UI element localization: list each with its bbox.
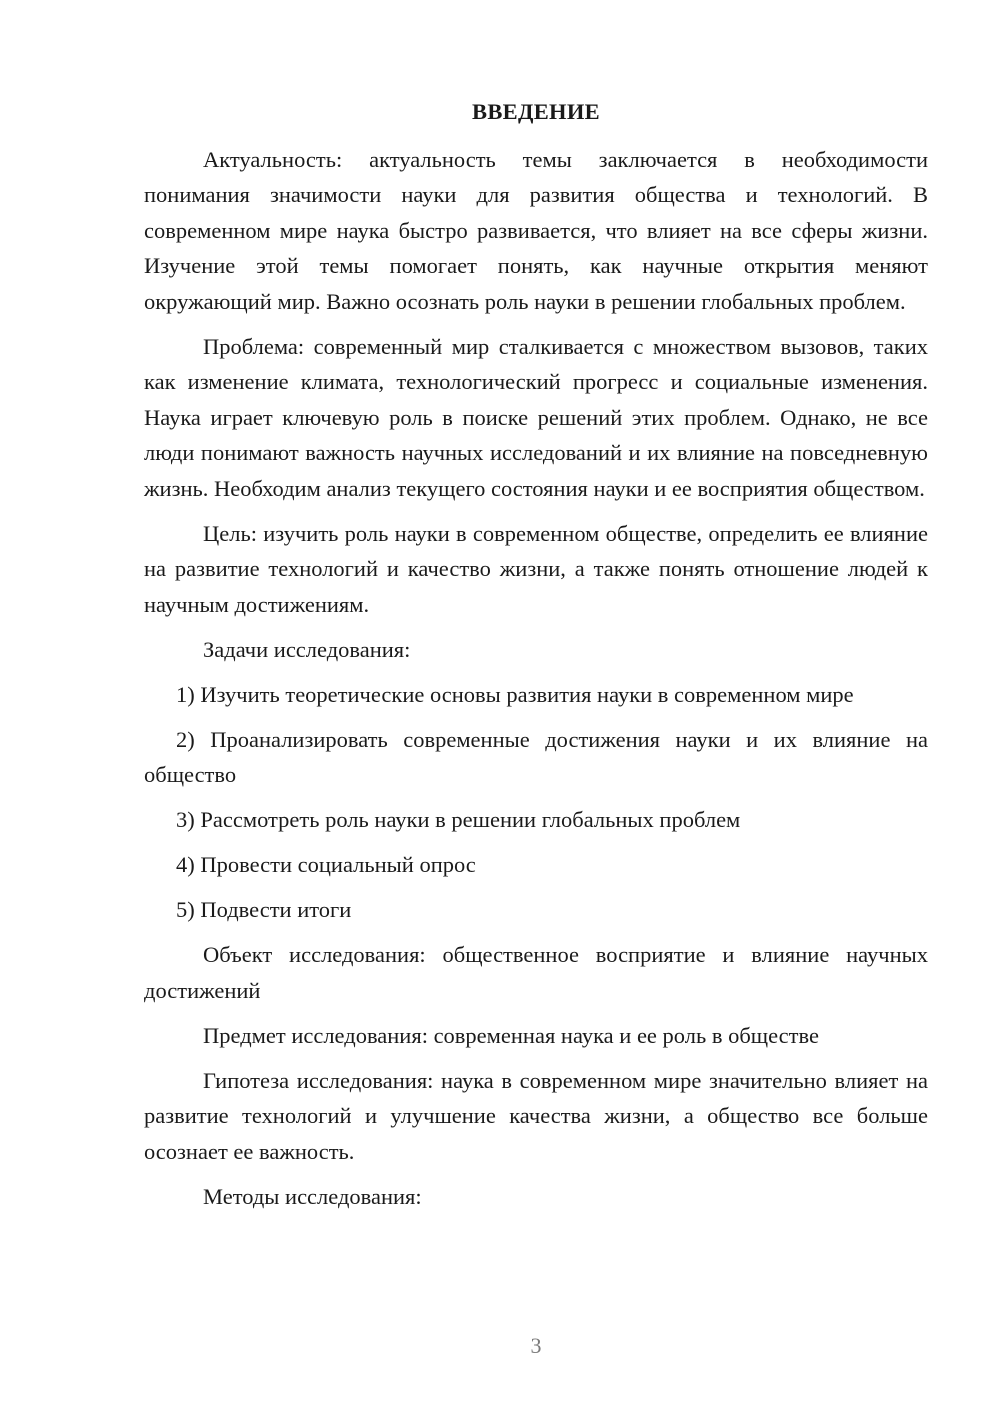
paragraph-subject: Предмет исследования: современная наука и ее роль в обществе xyxy=(203,1022,819,1048)
paragraph-relevance: Актуальность: актуальность темы заключается в необходимости понимания значимости науки для развития общества и технологий. В современном мире наука быстро развивается, что влияет на все сферы жизни. Изучение этой темы помогает понять, как научные открытия меняют окружающий мир. Важно осознать роль науки в решении глобальных проблем. xyxy=(144,146,928,314)
methods-heading: Методы исследования: xyxy=(203,1183,422,1209)
task-item-3: 3) Рассмотреть роль науки в решении глобальных проблем xyxy=(176,807,741,832)
tasks-heading: Задачи исследования: xyxy=(203,636,411,662)
document-page xyxy=(144,94,928,1224)
task-item-4: 4) Провести социальный опрос xyxy=(176,852,476,877)
paragraph-hypothesis: Гипотеза исследования: наука в современном мире значительно влияет на развитие технологий и улучшение качества жизни, а общество все больше осознает ее важность. xyxy=(144,1067,928,1164)
paragraph-problem: Проблема: современный мир сталкивается с множеством вызовов, таких как изменение климата, технологический прогресс и социальные изменения. Наука играет ключевую роль в поиске решений этих проблем. Однако, не все люди понимают важность научных исследований и их влияние на повседневную жизнь. Необходим анализ текущего состояния науки и ее восприятия обществом. xyxy=(144,333,928,501)
paragraph-object: Объект исследования: общественное восприятие и влияние научных достижений xyxy=(144,942,928,1003)
task-item-2: 2) Проанализировать современные достижения науки и их влияние на общество xyxy=(144,726,928,787)
paragraph-goal: Цель: изучить роль науки в современном обществе, определить ее влияние на развитие технологий и качество жизни, а также понять отношение людей к научным достижениям. xyxy=(144,520,928,617)
task-item-5: 5) Подвести итоги xyxy=(176,897,352,922)
section-title: ВВЕДЕНИЕ xyxy=(472,99,600,124)
task-item-1: 1) Изучить теоретические основы развития науки в современном мире xyxy=(176,681,854,707)
page-number: 3 xyxy=(530,1333,542,1358)
